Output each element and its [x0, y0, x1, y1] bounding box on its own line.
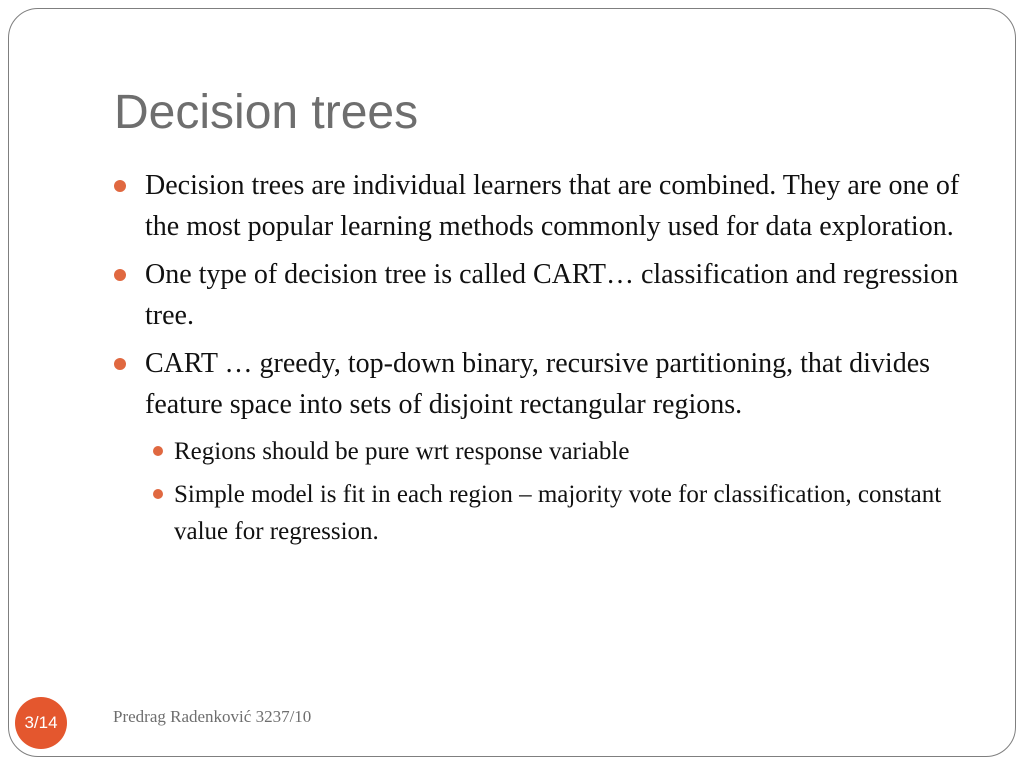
bullet-dot-icon — [114, 180, 126, 192]
sub-bullet-item — [150, 476, 974, 550]
bullet-dot-icon — [114, 269, 126, 281]
slide-content — [114, 166, 974, 556]
bullet-text: CART … greedy, top-down binary, recursive partitioning, that divides feature space into sets of disjoint rectangular regions. — [145, 348, 931, 420]
bullet-item — [114, 255, 974, 336]
sub-bullet-text: Regions should be pure wrt response variable — [174, 438, 630, 465]
sub-bullet-dot-icon — [153, 489, 163, 499]
sub-bullet-text: Simple model is fit in each region – majority vote for classification, constant value for regression. — [174, 481, 942, 545]
sub-bullet-item — [150, 433, 974, 470]
bullet-item — [114, 344, 974, 425]
bullet-text: Decision trees are individual learners that are combined. They are one of the most popular learning methods commonly used for data exploration. — [145, 170, 960, 242]
bullet-item — [114, 166, 974, 247]
footer-author: Predrag Radenković 3237/10 — [113, 707, 312, 726]
page-number-badge: 3/14 — [15, 697, 67, 749]
sub-bullet-dot-icon — [153, 446, 163, 456]
bullet-text: One type of decision tree is called CART… classification and regression tree. — [145, 259, 959, 331]
slide-title: Decision trees — [114, 86, 419, 139]
bullet-dot-icon — [114, 358, 126, 370]
